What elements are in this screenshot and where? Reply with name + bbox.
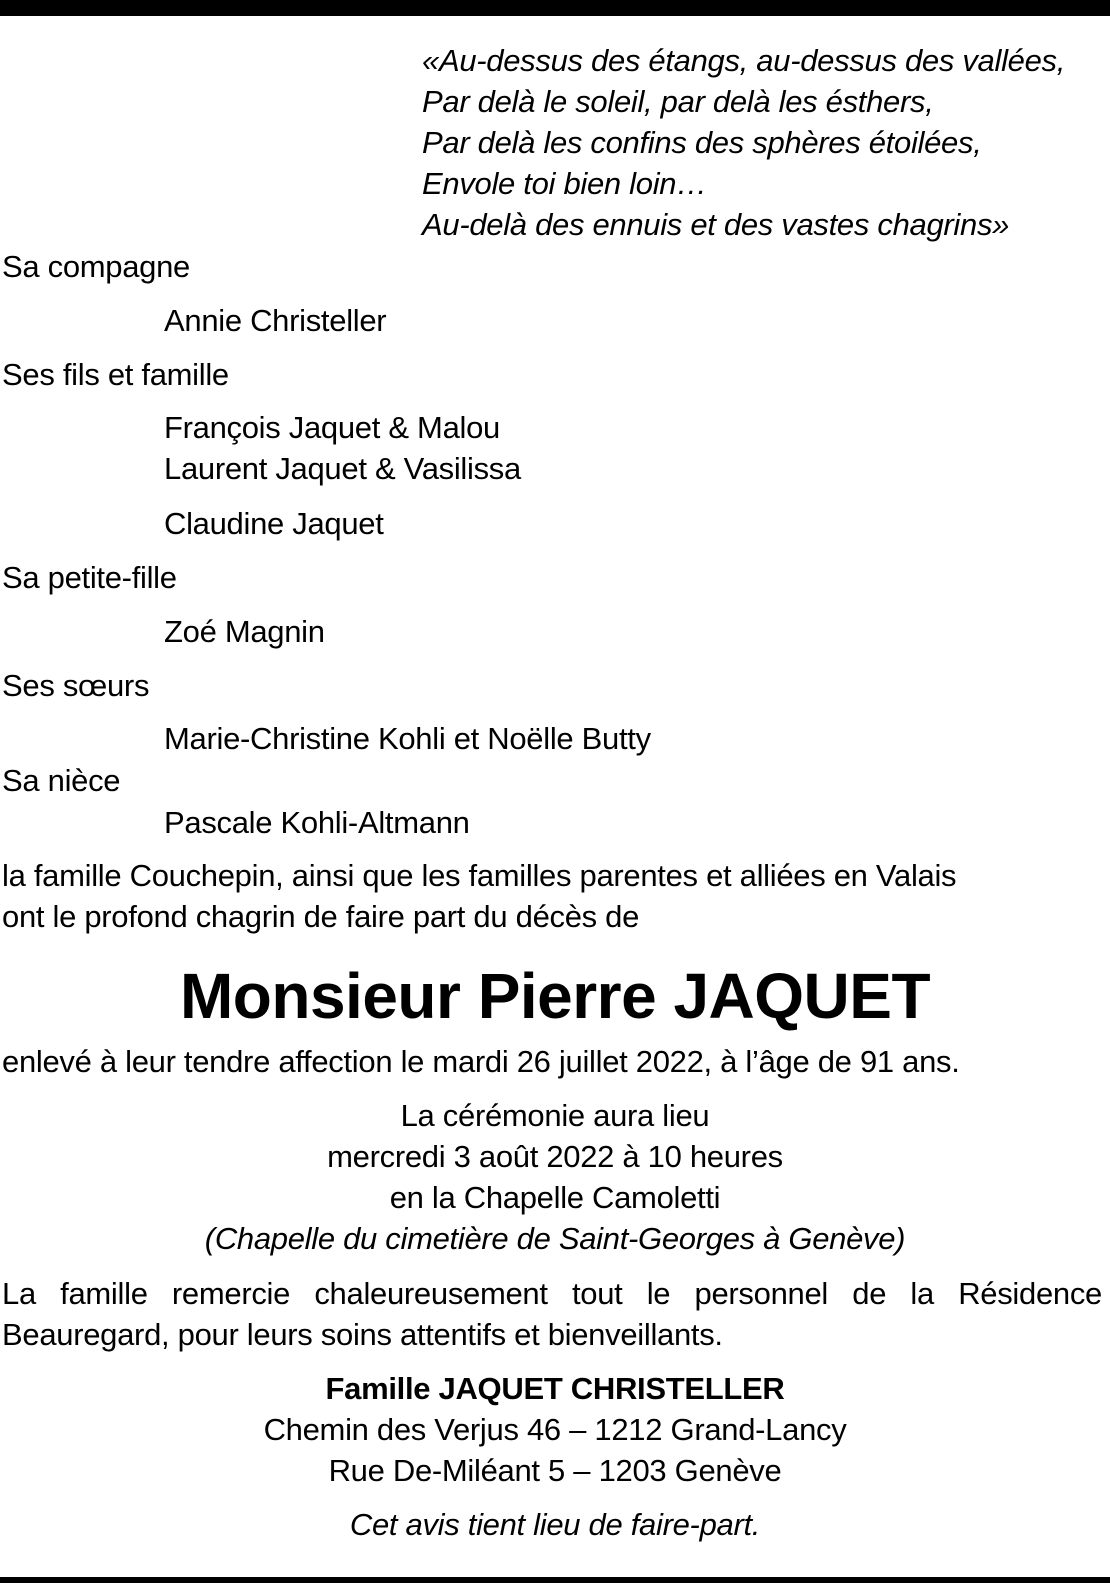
sisters-names: Marie-Christine Kohli et Noëlle Butty xyxy=(164,721,651,756)
address-line: Rue De-Miléant 5 – 1203 Genève xyxy=(328,1453,782,1488)
son-name: Laurent Jaquet & Vasilissa xyxy=(164,451,521,486)
top-rule xyxy=(0,0,1110,16)
poem-line: Par delà les confins des sphères étoilées, xyxy=(422,125,982,160)
family-signature: Famille JAQUET CHRISTELLER xyxy=(325,1371,785,1406)
death-notice: enlevé à leur tendre affection le mardi 26 juillet 2022, à l’âge de 91 ans. xyxy=(2,1044,960,1079)
companion-name: Annie Christeller xyxy=(164,303,387,338)
ceremony-place: en la Chapelle Camoletti xyxy=(389,1180,721,1215)
sisters-label: Ses sœurs xyxy=(2,668,150,703)
ceremony-place-detail: (Chapelle du cimetière de Saint-Georges à Genève) xyxy=(204,1221,906,1256)
poem-line: «Au-dessus des étangs, au-dessus des vallées, xyxy=(422,43,1066,78)
deceased-name: Monsieur Pierre JAQUET xyxy=(179,960,931,1032)
ceremony-date: mercredi 3 août 2022 à 10 heures xyxy=(327,1139,783,1174)
son-name: François Jaquet & Malou xyxy=(164,410,500,445)
companion-label: Sa compagne xyxy=(2,249,190,284)
bottom-rule xyxy=(0,1577,1110,1583)
niece-name: Pascale Kohli-Altmann xyxy=(164,805,470,840)
granddaughter-name: Zoé Magnin xyxy=(164,614,325,649)
thanks-line: La famille remercie chaleureusement tout le personnel de la Résidence xyxy=(2,1276,1102,1311)
granddaughter-label: Sa petite-fille xyxy=(2,560,177,595)
poem-line: Au-delà des ennuis et des vastes chagrins» xyxy=(422,207,1010,242)
niece-label: Sa nièce xyxy=(2,763,121,798)
footer-note: Cet avis tient lieu de faire-part. xyxy=(349,1507,761,1542)
ceremony-line: La cérémonie aura lieu xyxy=(400,1098,710,1133)
announcement-line: la famille Couchepin, ainsi que les familles parentes et alliées en Valais xyxy=(2,858,957,893)
poem-line: Envole toi bien loin… xyxy=(422,166,707,201)
address-line: Chemin des Verjus 46 – 1212 Grand-Lancy xyxy=(263,1412,847,1447)
thanks-line: Beauregard, pour leurs soins attentifs et bienveillants. xyxy=(2,1317,723,1352)
son-name: Claudine Jaquet xyxy=(164,506,384,541)
poem-line: Par delà le soleil, par delà les ésthers, xyxy=(422,84,934,119)
sons-label: Ses fils et famille xyxy=(2,357,229,392)
announcement-line: ont le profond chagrin de faire part du décès de xyxy=(2,899,640,934)
